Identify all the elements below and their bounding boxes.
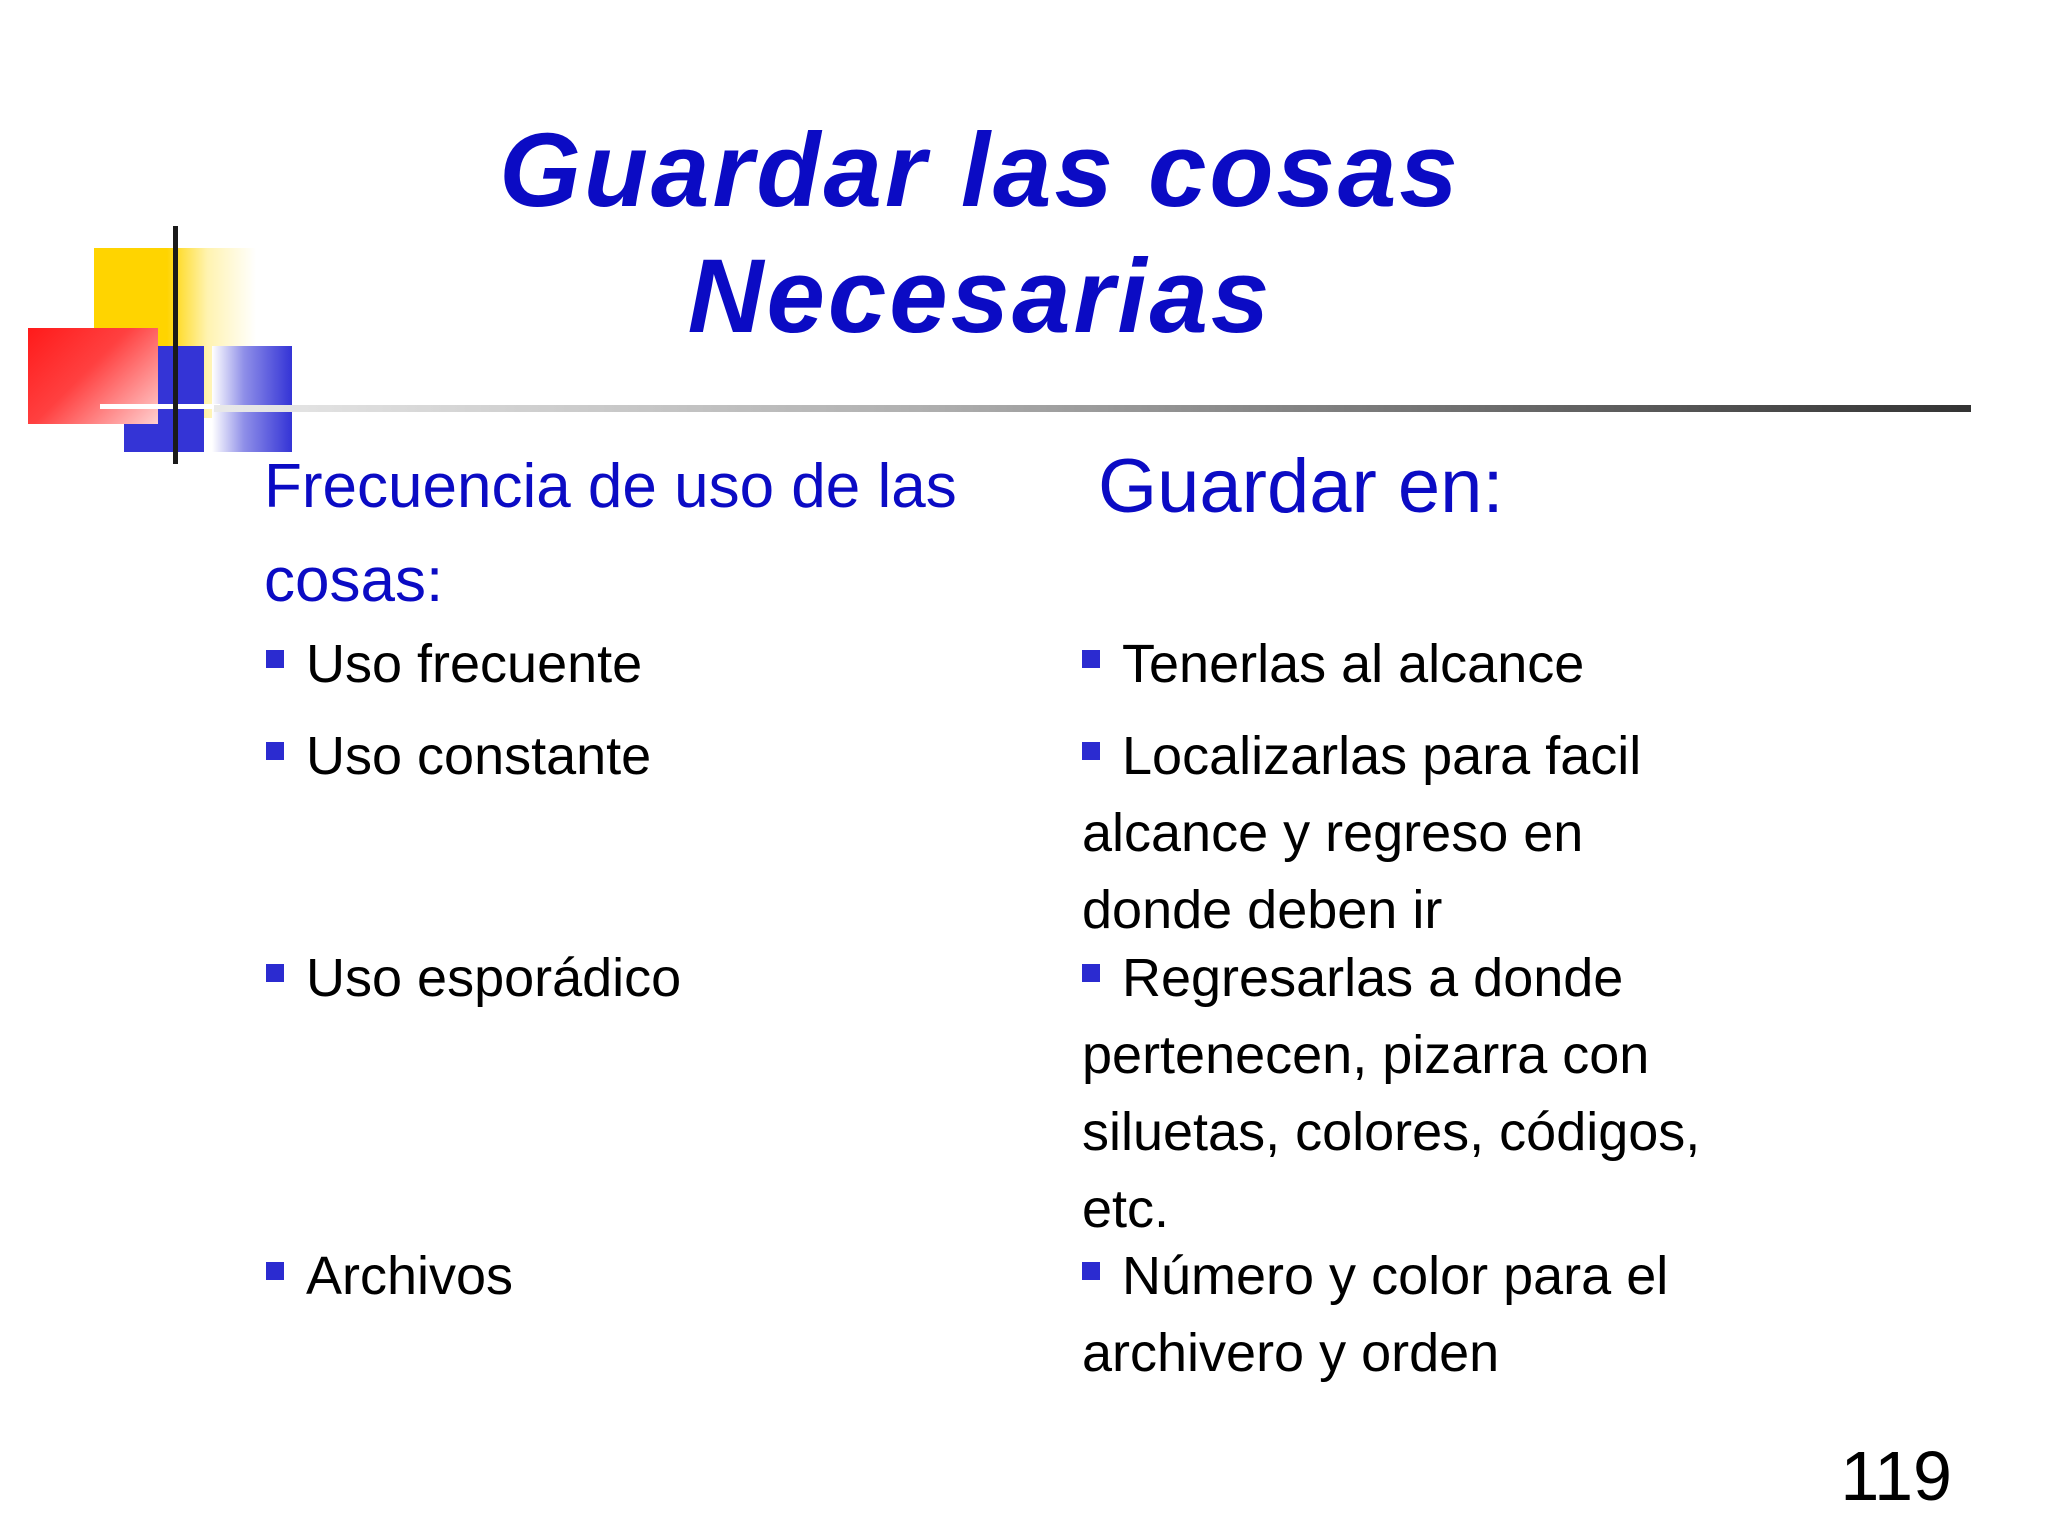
list-item <box>1082 940 1722 1248</box>
list-item-text: Uso constante <box>306 726 652 786</box>
square-bullet-icon <box>266 964 284 982</box>
square-bullet-icon <box>1082 742 1100 760</box>
list-item-text: Número y color para el archivero y orden <box>1082 1246 1669 1383</box>
square-bullet-icon <box>1082 964 1100 982</box>
list-item <box>266 626 1026 703</box>
square-bullet-icon <box>266 742 284 760</box>
square-bullet-icon <box>1082 1262 1100 1280</box>
blue-gradient-block <box>212 346 292 452</box>
red-block <box>28 328 158 424</box>
white-stroke <box>100 404 220 409</box>
square-bullet-icon <box>266 650 284 668</box>
list-item-text: Tenerlas al alcance <box>1122 634 1585 694</box>
slide-title <box>380 108 1580 360</box>
right-column-heading: Guardar en: <box>1098 444 1504 529</box>
vertical-line <box>173 226 178 464</box>
list-item-text: Uso frecuente <box>306 634 643 694</box>
list-item <box>266 1238 1026 1315</box>
list-item <box>1082 1238 1722 1392</box>
square-bullet-icon <box>1082 650 1100 668</box>
list-item-text: Uso esporádico <box>306 948 682 1008</box>
list-item <box>266 940 1026 1017</box>
title-divider <box>214 405 1971 412</box>
page-number: 119 <box>1840 1437 1952 1515</box>
square-bullet-icon <box>266 1262 284 1280</box>
list-item <box>1082 626 1722 703</box>
left-column-heading: Frecuencia de uso de las cosas: <box>264 452 957 615</box>
list-item-text: Regresarlas a donde pertenecen, pizarra con siluetas, colores, códigos, etc. <box>1082 948 1701 1239</box>
list-item <box>266 718 1026 795</box>
slide-title-line-2: Necesarias <box>687 238 1273 355</box>
list-item-text: Archivos <box>306 1246 514 1306</box>
list-item <box>1082 718 1722 949</box>
slide-title-line-1: Guardar las cosas <box>499 112 1461 229</box>
list-item-text: Localizarlas para facil alcance y regreso en donde deben ir <box>1082 726 1642 940</box>
